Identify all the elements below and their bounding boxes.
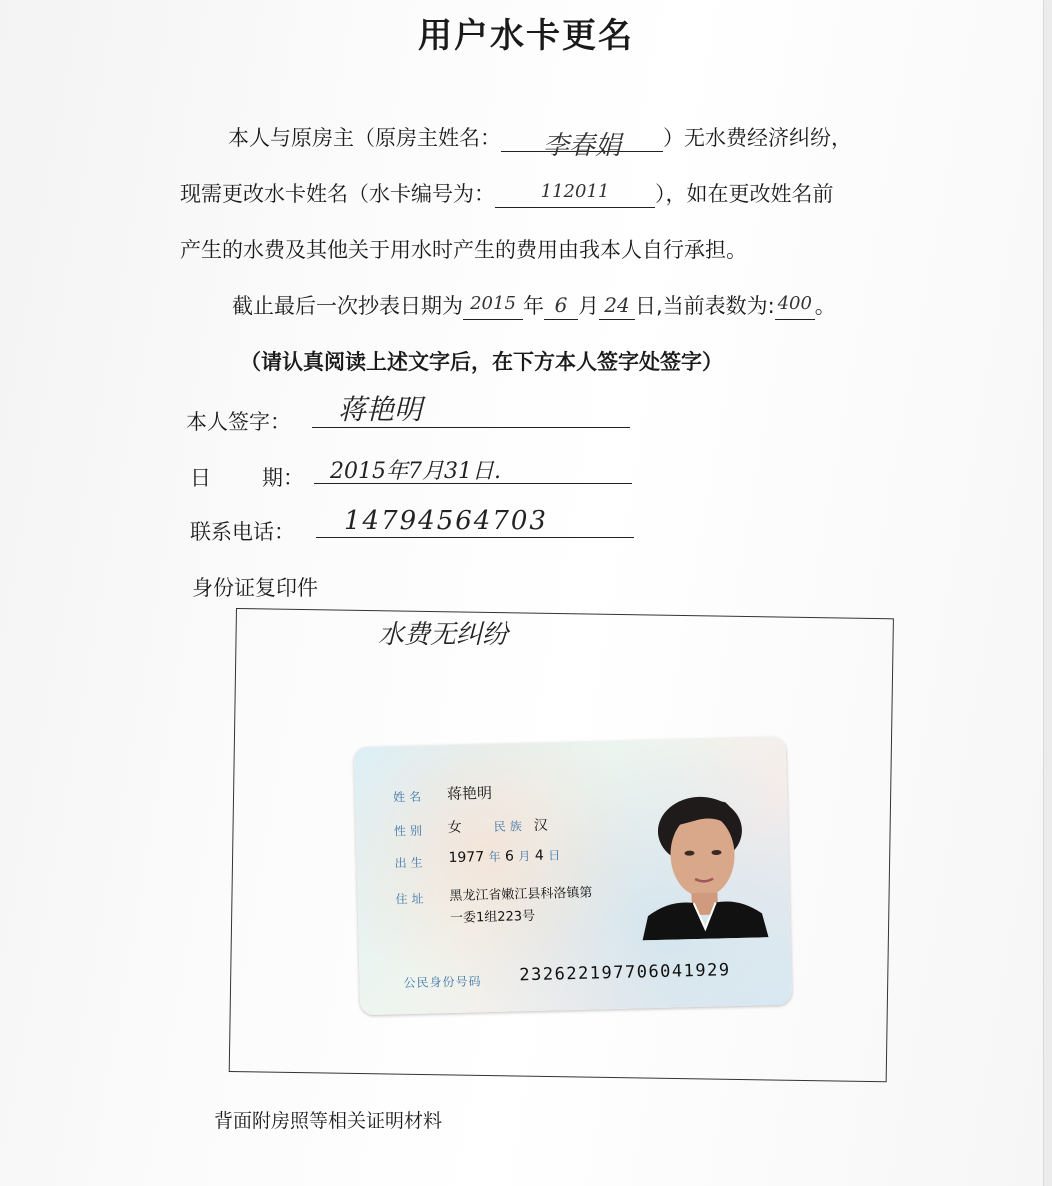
- phone-value: 14794564703: [344, 506, 548, 536]
- meter-month-field: 6: [544, 293, 578, 320]
- signature-value: 蒋艳明: [338, 393, 423, 426]
- card-number-field: 112011: [495, 181, 655, 208]
- card-number-suffix: ），如在更改姓名前: [655, 182, 834, 206]
- birth-day-unit: 日: [548, 848, 561, 863]
- date-label-a: 日: [190, 466, 211, 490]
- birth-month: 6: [504, 848, 515, 865]
- id-address-line1: 黑龙江省嫩江县科洛镇第: [449, 885, 593, 905]
- id-name: 蒋艳明: [446, 783, 493, 804]
- id-card-image: [354, 737, 792, 1015]
- document-title: 用户水卡更名: [418, 16, 634, 56]
- phone-underline: [316, 536, 634, 538]
- page-edge: [1043, 0, 1052, 1186]
- owner-suffix: ）无水费经济纠纷，: [663, 126, 852, 150]
- month-unit: 月: [578, 294, 599, 318]
- year-unit: 年: [523, 294, 544, 318]
- signature-label: 本人签字：: [186, 410, 291, 434]
- meter-year-field: 2015: [463, 293, 523, 320]
- id-sex-label: 性别: [393, 823, 427, 839]
- card-number-prefix: 现需更改水卡姓名（水卡编号为：: [180, 182, 495, 206]
- birth-month-unit: 月: [518, 849, 531, 864]
- footer-note: 背面附房照等相关证明材料: [214, 1110, 443, 1132]
- id-name-label: 姓名: [392, 789, 426, 805]
- id-birth: [448, 846, 560, 866]
- owner-prefix: 本人与原房主（原房主姓名：: [228, 126, 501, 150]
- id-address-label: 住址: [395, 891, 428, 907]
- phone-label: 联系电话：: [190, 520, 295, 544]
- meter-day-field: 24: [599, 293, 635, 320]
- id-number: 232622197706041929: [519, 960, 731, 986]
- meter-reading-field: 400: [775, 293, 815, 320]
- id-ethnic: 汉: [533, 817, 548, 834]
- id-address-line2: 一委1组223号: [449, 908, 536, 927]
- liability-line: 产生的水费及其他关于用水时产生的费用由我本人自行承担。: [180, 238, 747, 262]
- id-ethnic-label: 民族: [493, 819, 526, 834]
- birth-day: 4: [534, 847, 545, 864]
- owner-line: [228, 122, 852, 161]
- birth-year-unit: 年: [488, 849, 501, 865]
- card-number-line: [180, 178, 834, 208]
- box-handwritten-note: 水费无纠纷: [378, 620, 509, 650]
- owner-name-field: 李春娟: [501, 125, 663, 152]
- id-copy-label: 身份证复印件: [192, 576, 318, 600]
- id-photo: [632, 767, 774, 940]
- birth-year: 1977: [448, 849, 485, 867]
- date-value: 2015年7月31日.: [330, 459, 501, 484]
- id-number-label: 公民身份号码: [403, 974, 482, 991]
- date-label-b: 期：: [262, 466, 304, 490]
- id-sex: 女: [447, 819, 462, 837]
- id-birth-label: 出生: [394, 855, 427, 871]
- meter-date-prefix: 截止最后一次抄表日期为: [232, 294, 463, 318]
- sign-notice: （请认真阅读上述文字后，在下方本人签字处签字）: [240, 350, 723, 374]
- sentence-end: 。: [814, 294, 836, 318]
- meter-reading-line: [232, 290, 836, 320]
- day-unit: 日,当前表数为:: [635, 294, 775, 318]
